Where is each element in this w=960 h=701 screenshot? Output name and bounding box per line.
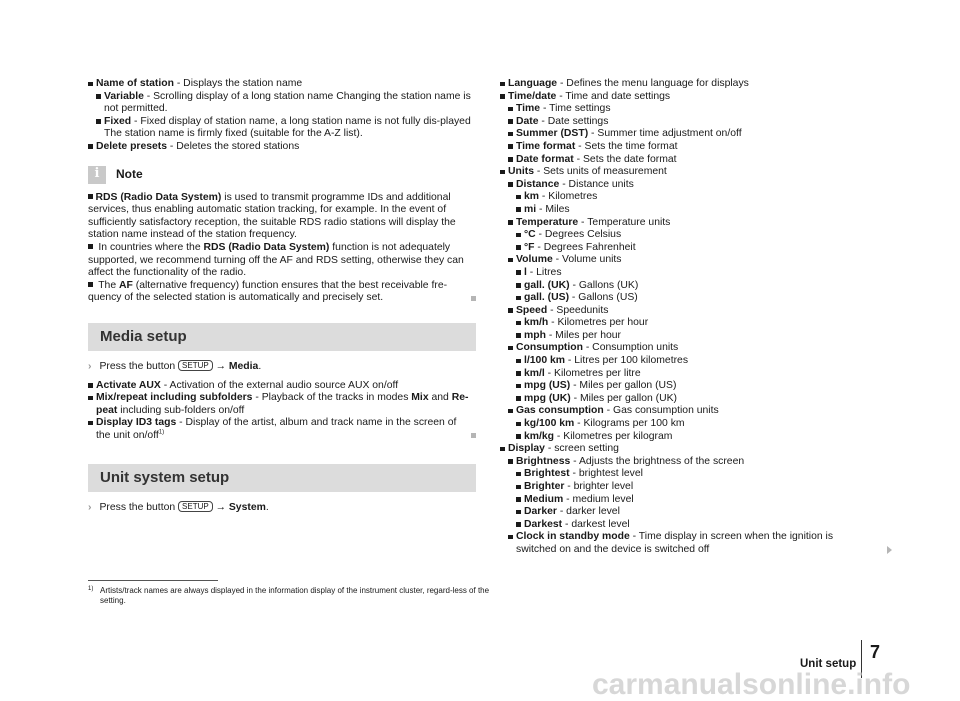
end-mark-icon (471, 296, 476, 301)
list-item: Fixed - Fixed display of station name, a long station name is not fully dis-played The station name is firmly fixed (suitable for the A-Z list). (96, 116, 476, 141)
list-item: Darkest - darkest level (516, 519, 892, 532)
info-icon: i (88, 166, 106, 184)
setup-key: SETUP (178, 501, 213, 512)
list-item: Speed - Speedunits (508, 305, 892, 318)
list-item: mpg (US) - Miles per gallon (US) (516, 380, 892, 393)
list-item: Activate AUX - Activation of the external audio source AUX on/off (88, 380, 476, 393)
list-item: Mix/repeat including subfolders - Playback of the tracks in modes Mix and Re-peat including sub-folders on/off (88, 392, 476, 417)
list-item: Delete presets - Deletes the stored stations (88, 141, 476, 154)
list-item: Consumption - Consumption units (508, 342, 892, 355)
note-title: Note (116, 167, 143, 182)
unit-system-setup-heading: Unit system setup (88, 464, 476, 492)
list-item: mi - Miles (516, 204, 892, 217)
list-item: km - Kilometres (516, 191, 892, 204)
list-item: kg/100 km - Kilograms per 100 km (516, 418, 892, 431)
list-item: Variable - Scrolling display of a long station name Changing the station name is not permitted. (96, 91, 476, 116)
list-item: Brighter - brighter level (516, 481, 892, 494)
note-paragraph: The AF (alternative frequency) function ensures that the best receivable fre-quency of the selected station is automatically and precisely set. (88, 280, 476, 305)
continue-arrow-icon (887, 546, 892, 554)
footer-section-title: Unit setup (800, 658, 857, 670)
list-item: l/100 km - Litres per 100 kilometres (516, 355, 892, 368)
list-item: Time - Time settings (508, 103, 892, 116)
list-item: km/kg - Kilometres per kilogram (516, 431, 892, 444)
watermark: carmanualsonline.info (592, 668, 911, 701)
list-item: Brightness - Adjusts the brightness of the screen (508, 456, 892, 469)
unit-step: › Press the button SETUP → System. (88, 502, 269, 514)
list-item: gall. (UK) - Gallons (UK) (516, 280, 892, 293)
list-item: gall. (US) - Gallons (US) (516, 292, 892, 305)
left-column (88, 78, 476, 521)
list-item: Summer (DST) - Summer time adjustment on/off (508, 128, 892, 141)
list-item: mpg (UK) - Miles per gallon (UK) (516, 393, 892, 406)
list-item: km/l - Kilometres per litre (516, 368, 892, 381)
list-item: Distance - Distance units (508, 179, 892, 192)
list-item: Display - screen setting (500, 443, 892, 456)
list-item: Gas consumption - Gas consumption units (508, 405, 892, 418)
list-item: Date format - Sets the date format (508, 154, 892, 167)
list-item: km/h - Kilometres per hour (516, 317, 892, 330)
list-item: Brightest - brightest level (516, 468, 892, 481)
list-item: Medium - medium level (516, 494, 892, 507)
list-item: Darker - darker level (516, 506, 892, 519)
list-item: Clock in standby mode - Time display in screen when the ignition is switched on and the device is switched off (508, 531, 892, 556)
end-mark-icon (471, 433, 476, 438)
list-item: Date - Date settings (508, 116, 892, 129)
list-item: l - Litres (516, 267, 892, 280)
list-item: °C - Degrees Celsius (516, 229, 892, 242)
list-item: Display ID3 tags - Display of the artist, album and track name in the screen of the unit on/off$^{1)}$ (88, 417, 476, 442)
list-item: Temperature - Temperature units (508, 217, 892, 230)
footnote-rule (88, 580, 218, 581)
media-step: › Press the button SETUP → Media. (88, 360, 262, 372)
note-header (88, 166, 476, 184)
chevron-right-icon: › (88, 360, 92, 372)
list-item: Time format - Sets the time format (508, 141, 892, 154)
list-item: Volume - Volume units (508, 254, 892, 267)
note-paragraph: RDS (Radio Data System) is used to transmit programme IDs and additional services, thus enabling automatic station tracking, for example. In the event of sufficiently satisfactory reception, the suitable RDS radio stations will display the station name instead of the station frequency. (88, 191, 456, 241)
page-number: 7 (870, 642, 881, 662)
list-item: Units - Sets units of measurement (500, 166, 892, 179)
list-item: mph - Miles per hour (516, 330, 892, 343)
setup-key: SETUP (178, 360, 213, 371)
bullet-icon (88, 282, 93, 287)
right-column (500, 78, 892, 557)
bullet-icon (88, 194, 93, 199)
list-item: Language - Defines the menu language for displays (500, 78, 892, 91)
media-setup-heading: Media setup (88, 323, 476, 351)
bullet-icon (88, 244, 93, 249)
list-item: Time/date - Time and date settings (500, 91, 892, 104)
footnote: 1) Artists/track names are always displayed in the information display of the instrument cluster, regard-less of the setting. (88, 586, 490, 605)
chevron-right-icon: › (88, 502, 92, 514)
list-item: Name of station - Displays the station name (88, 78, 476, 91)
note-paragraph: In countries where the RDS (Radio Data System) function is not adequately supported, we recommend turning off the AF and RDS setting, otherwise they can affect the functionality of the radio. (88, 241, 464, 279)
list-item: °F - Degrees Fahrenheit (516, 242, 892, 255)
